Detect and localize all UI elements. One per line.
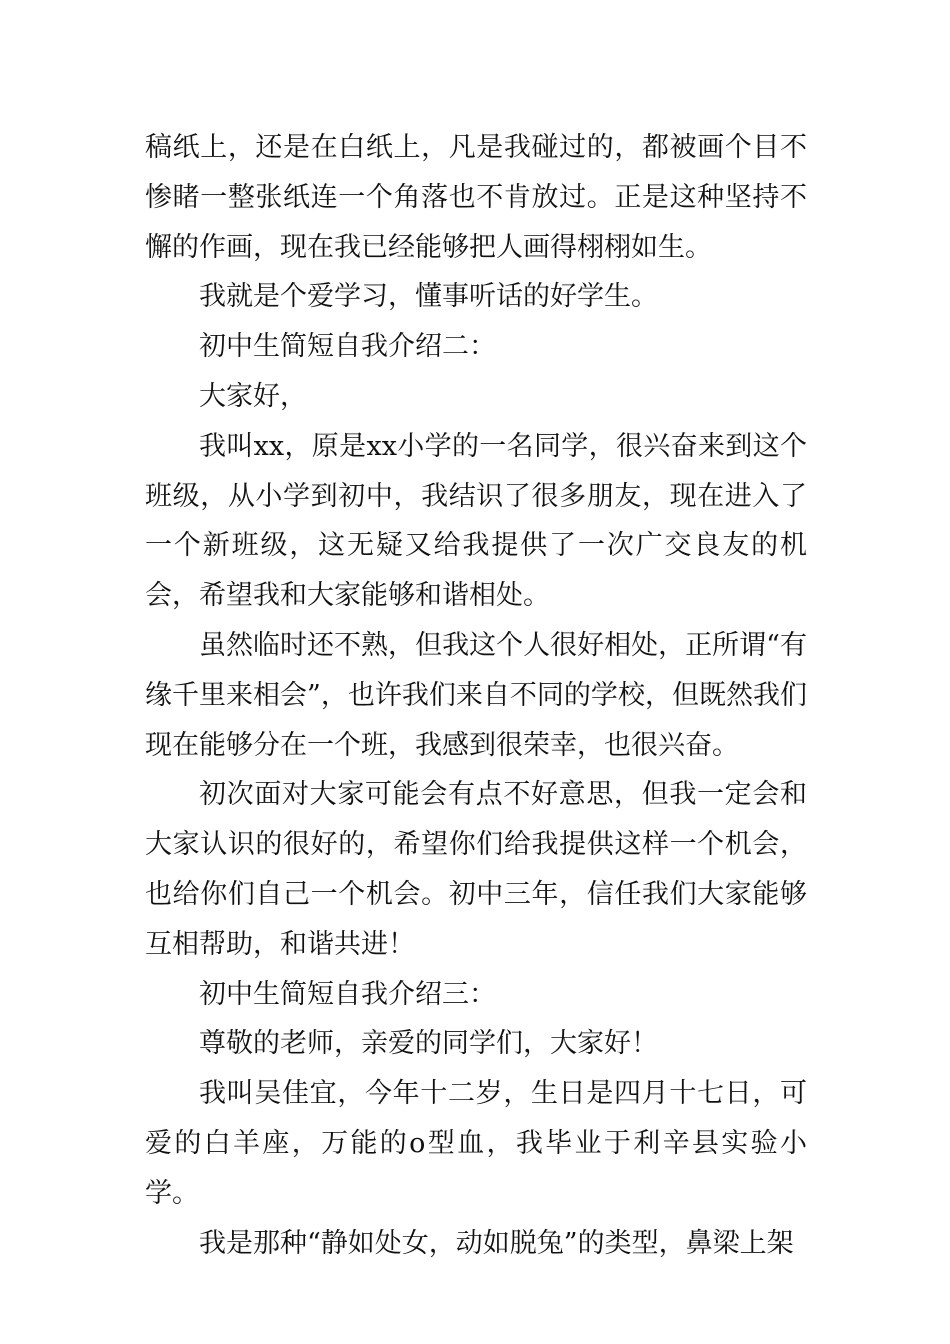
paragraph-11: 我是那种“静如处女，动如脱兔”的类型，鼻梁上架 (199, 1227, 794, 1259)
paragraph-2: 我就是个爱学习，懂事听话的好学生。 (199, 281, 658, 313)
paragraph-1: 稿纸上，还是在白纸上，凡是我碰过的，都被画个目不惨睹一整张纸连一个角落也不肯放过。正是这种坚持不懈的作画，现在我已经能够把人画得栩栩如生。 (145, 132, 807, 263)
greeting-3: 尊敬的老师，亲爱的同学们，大家好！ (199, 1028, 658, 1060)
paragraph-6: 虽然临时还不熟，但我这个人很好相处，正所谓“有缘千里来相会”，也许我们来自不同的学校，但既然我们现在能够分在一个班，我感到很荣幸，也很兴奋。 (145, 629, 807, 761)
greeting-2: 大家好， (199, 380, 307, 412)
paragraph-5: 我叫xx，原是xx小学的一名同学，很兴奋来到这个班级，从小学到初中，我结识了很多朋友，现在进入了一个新班级，这无疑又给我提供了一次广交良友的机会，希望我和大家能够和谐相处。 (145, 430, 807, 612)
paragraph-10: 我叫吴佳宜，今年十二岁，生日是四月十七日，可爱的白羊座，万能的o型血，我毕业于利辛县实验小学。 (145, 1078, 807, 1209)
document-body (145, 123, 807, 1268)
section-heading-3: 初中生简短自我介绍三： (199, 978, 496, 1010)
section-heading-2: 初中生简短自我介绍二： (199, 331, 496, 363)
paragraph-7: 初次面对大家可能会有点不好意思，但我一定会和大家认识的很好的，希望你们给我提供这样一个机会，也给你们自己一个机会。初中三年，信任我们大家能够互相帮助，和谐共进！ (145, 779, 807, 960)
